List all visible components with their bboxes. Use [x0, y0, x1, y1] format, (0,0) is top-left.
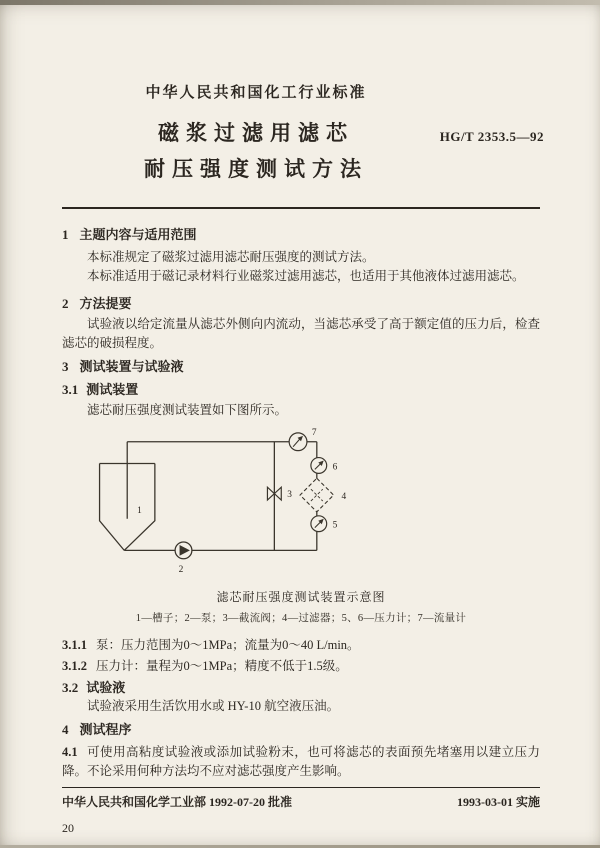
approval-line: 中华人民共和国化学工业部 1992-07-20 批准	[62, 795, 292, 809]
section-3-number: 3	[62, 359, 69, 374]
standard-authority-line: 中华人民共和国化工行业标准	[145, 85, 367, 101]
section-1-title: 主题内容与适用范围	[79, 227, 197, 242]
section-3-title: 测试装置与试验液	[79, 359, 184, 374]
clause-3-2-heading	[62, 678, 540, 697]
schematic-holder	[88, 422, 540, 586]
apparatus-figure	[62, 422, 540, 628]
footer-rule	[62, 787, 540, 788]
clause-3-1-paragraph: 滤芯耐压强度测试装置如下图所示。	[87, 403, 288, 417]
section-2-heading	[62, 294, 540, 313]
header-rule	[62, 207, 540, 209]
pressure-gauge-lower	[311, 516, 327, 532]
standard-number: HG/T 2353.5—92	[439, 129, 544, 144]
pump-symbol	[175, 542, 192, 559]
label-filter: 4	[341, 492, 347, 503]
label-flowmeter: 7	[311, 427, 317, 438]
flowmeter-symbol	[289, 433, 307, 451]
label-pump: 2	[178, 565, 184, 576]
document-body	[62, 225, 540, 781]
clause-3-1-2-number: 3.1.2	[62, 659, 87, 673]
section-4-title: 测试程序	[79, 722, 132, 737]
clause-3-1-heading	[62, 380, 540, 399]
page-number: 20	[62, 821, 74, 835]
apparatus-schematic	[88, 422, 358, 580]
pressure-gauge-upper	[311, 458, 327, 474]
section-1-paragraph-1: 本标准规定了磁浆过滤用滤芯耐压强度的测试方法。	[87, 250, 375, 264]
section-2-paragraph-1: 试验液以给定流量从滤芯外侧向内流动，当滤芯承受了高于额定值的压力后，检查滤芯的破损程度。	[62, 317, 540, 350]
clause-3-1-title: 测试装置	[86, 382, 139, 397]
clause-3-1-2-text: 压力计：量程为0～1MPa；精度不低于1.5级。	[96, 659, 348, 673]
label-gauge-lower: 5	[332, 520, 338, 531]
clause-4-1	[62, 743, 540, 781]
clause-3-2-title: 试验液	[86, 680, 126, 695]
implementation-line: 1993-03-01 实施	[457, 795, 540, 809]
section-1-number: 1	[62, 227, 69, 242]
clause-3-1-2	[62, 657, 540, 676]
clause-3-2-paragraph: 试验液采用生活饮用水或 HY-10 航空液压油。	[87, 699, 340, 713]
clause-3-1-1	[62, 636, 540, 655]
section-2-number: 2	[62, 296, 69, 311]
label-valve: 3	[287, 490, 292, 501]
clause-3-1-number: 3.1	[62, 382, 79, 397]
clause-4-1-text: 可使用高粘度试验液或添加试验粉末，也可将滤芯的表面预先堵塞用以建立压力降。不论采用何种方法均不应对滤芯强度产生影响。	[62, 745, 540, 778]
section-2-title: 方法提要	[79, 296, 132, 311]
clause-3-2-number: 3.2	[62, 680, 79, 695]
section-1-paragraph-2: 本标准适用于磁记录材料行业磁浆过滤用滤芯，也适用于其他液体过滤用滤芯。	[87, 269, 525, 283]
clause-3-1-1-text: 泵：压力范围为0～1MPa；流量为0～40 L/min。	[96, 638, 360, 652]
doc-title-line1: 磁浆过滤用滤芯	[158, 121, 354, 145]
section-4-number: 4	[62, 722, 69, 737]
section-3-heading	[62, 357, 540, 376]
doc-title-line2: 耐压强度测试方法	[144, 157, 368, 181]
section-4-heading	[62, 720, 540, 739]
document-footer	[62, 794, 540, 811]
clause-3-1-1-number: 3.1.1	[62, 638, 87, 652]
section-1-heading	[62, 225, 540, 244]
figure-caption: 滤芯耐压强度测试装置示意图	[216, 590, 386, 604]
label-gauge-upper: 6	[332, 462, 338, 473]
label-tank: 1	[137, 505, 142, 516]
document-header	[0, 0, 512, 182]
figure-legend: 1—槽子；2—泵；3—截流阀；4—过滤器；5、6—压力计；7—流量计	[135, 613, 467, 624]
clause-4-1-number: 4.1	[62, 745, 78, 759]
piping-lines	[100, 442, 317, 551]
filter-symbol	[300, 478, 334, 512]
